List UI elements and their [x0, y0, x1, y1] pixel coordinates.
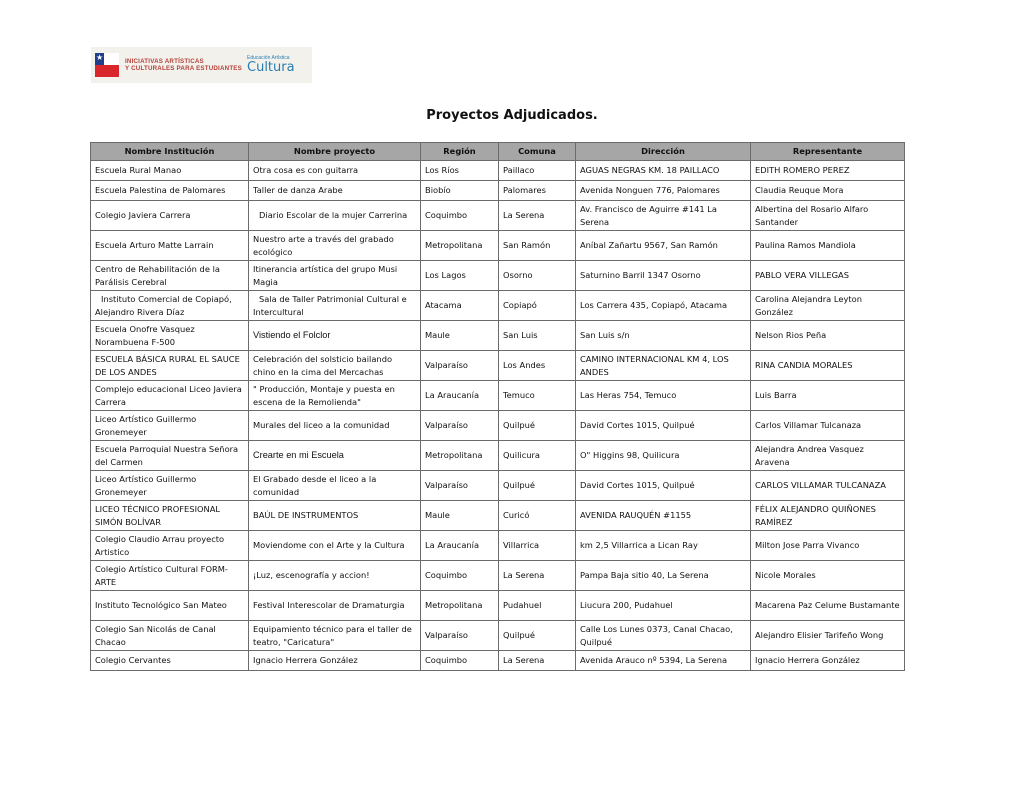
cell-representante: Ignacio Herrera González [751, 651, 905, 671]
cell-proyecto: Murales del liceo a la comunidad [249, 411, 421, 441]
cell-proyecto: Vistiendo el Folclor [249, 321, 421, 351]
cell-proyecto: BAÚL DE INSTRUMENTOS [249, 501, 421, 531]
cell-proyecto: Equipamiento técnico para el taller de teatro, "Caricatura" [249, 621, 421, 651]
cell-comuna: La Serena [499, 201, 576, 231]
cell-proyecto: Celebración del solsticio bailando chino en la cima del Mercachas [249, 351, 421, 381]
cell-institucion: Escuela Onofre Vasquez Norambuena F-500 [91, 321, 249, 351]
cell-representante: Macarena Paz Celume Bustamante [751, 591, 905, 621]
cell-institucion: Escuela Arturo Matte Larrain [91, 231, 249, 261]
cell-institucion: Colegio Artístico Cultural FORM-ARTE [91, 561, 249, 591]
cell-direccion: O" Higgins 98, Quilicura [576, 441, 751, 471]
cell-comuna: Quilpué [499, 411, 576, 441]
cell-representante: Nicole Morales [751, 561, 905, 591]
cell-direccion: David Cortes 1015, Quilpué [576, 411, 751, 441]
cell-institucion: Complejo educacional Liceo Javiera Carrera [91, 381, 249, 411]
table-row [91, 561, 905, 591]
table-row [91, 381, 905, 411]
cell-proyecto: Crearte en mi Escuela [249, 441, 421, 471]
cell-region: Los Ríos [421, 161, 499, 181]
table-row [91, 501, 905, 531]
cell-region: La Araucanía [421, 531, 499, 561]
cell-institucion: Liceo Artístico Guillermo Gronemeyer [91, 471, 249, 501]
cell-region: Metropolitana [421, 441, 499, 471]
table-row [91, 411, 905, 441]
cell-representante: Alejandro Elisier Tarifeño Wong [751, 621, 905, 651]
cell-representante: Albertina del Rosario Alfaro Santander [751, 201, 905, 231]
table-row [91, 441, 905, 471]
cell-proyecto: " Producción, Montaje y puesta en escena de la Remolienda" [249, 381, 421, 411]
cell-institucion: LICEO TÉCNICO PROFESIONAL SIMÓN BOLÍVAR [91, 501, 249, 531]
projects-table [90, 142, 905, 671]
table-row [91, 531, 905, 561]
cell-comuna: Villarrica [499, 531, 576, 561]
cell-proyecto: El Grabado desde el liceo a la comunidad [249, 471, 421, 501]
cell-representante: Nelson Rios Peña [751, 321, 905, 351]
cell-representante: CARLOS VILLAMAR TULCANAZA [751, 471, 905, 501]
cell-comuna: Pudahuel [499, 591, 576, 621]
cell-comuna: Temuco [499, 381, 576, 411]
table-row [91, 591, 905, 621]
cell-institucion: ESCUELA BÁSICA RURAL EL SAUCE DE LOS ANDES [91, 351, 249, 381]
cell-comuna: Quilicura [499, 441, 576, 471]
table-row [91, 351, 905, 381]
cell-direccion: Calle Los Lunes 0373, Canal Chacao, Quilpué [576, 621, 751, 651]
cell-proyecto: ¡Luz, escenografía y accion! [249, 561, 421, 591]
cell-region: Los Lagos [421, 261, 499, 291]
cultura-logo-subtitle: Educación Artística [247, 55, 290, 61]
cell-proyecto: Diario Escolar de la mujer Carrerina [249, 201, 421, 231]
cell-representante: Paulina Ramos Mandiola [751, 231, 905, 261]
cell-comuna: San Luis [499, 321, 576, 351]
cell-proyecto: Festival Interescolar de Dramaturgia [249, 591, 421, 621]
cell-proyecto: Ignacio Herrera González [249, 651, 421, 671]
cell-direccion: AGUAS NEGRAS KM. 18 PAILLACO [576, 161, 751, 181]
cell-direccion: Las Heras 754, Temuco [576, 381, 751, 411]
cell-representante: Milton Jose Parra Vivanco [751, 531, 905, 561]
cell-region: Valparaíso [421, 471, 499, 501]
table-header-row [91, 143, 905, 161]
cell-representante: Carlos Villamar Tulcanaza [751, 411, 905, 441]
cell-region: Valparaíso [421, 411, 499, 441]
cell-comuna: Curicó [499, 501, 576, 531]
cell-comuna: Quilpué [499, 621, 576, 651]
cell-region: La Araucanía [421, 381, 499, 411]
cell-institucion: Instituto Tecnológico San Mateo [91, 591, 249, 621]
cell-representante: FÉLIX ALEJANDRO QUIÑONES RAMÍREZ [751, 501, 905, 531]
table-row [91, 651, 905, 671]
cell-region: Metropolitana [421, 591, 499, 621]
table-row [91, 201, 905, 231]
cell-institucion: Colegio Javiera Carrera [91, 201, 249, 231]
table-row [91, 231, 905, 261]
table-row [91, 621, 905, 651]
cell-comuna: Los Andes [499, 351, 576, 381]
cell-direccion: CAMINO INTERNACIONAL KM 4, LOS ANDES [576, 351, 751, 381]
logo-program-text [125, 58, 243, 73]
cell-institucion: Escuela Parroquial Nuestra Señora del Carmen [91, 441, 249, 471]
cell-representante: Luis Barra [751, 381, 905, 411]
col-header-representante: Representante [751, 143, 905, 161]
cell-representante: Carolina Alejandra Leyton González [751, 291, 905, 321]
cell-direccion: David Cortes 1015, Quilpué [576, 471, 751, 501]
cell-region: Maule [421, 501, 499, 531]
col-header-direccion: Dirección [576, 143, 751, 161]
cell-direccion: Av. Francisco de Aguirre #141 La Serena [576, 201, 751, 231]
cell-institucion: Liceo Artístico Guillermo Gronemeyer [91, 411, 249, 441]
logo-line-2: Y CULTURALES PARA ESTUDIANTES [125, 65, 242, 72]
cell-comuna: Palomares [499, 181, 576, 201]
cell-institucion: Centro de Rehabilitación de la Parálisis Cerebral [91, 261, 249, 291]
cell-representante: PABLO VERA VILLEGAS [751, 261, 905, 291]
table-row [91, 321, 905, 351]
cell-institucion: Escuela Palestina de Palomares [91, 181, 249, 201]
cell-direccion: Liucura 200, Pudahuel [576, 591, 751, 621]
page-title: Proyectos Adjudicados. [426, 108, 598, 123]
table-row [91, 471, 905, 501]
cell-region: Maule [421, 321, 499, 351]
table-row [91, 161, 905, 181]
cell-direccion: Pampa Baja sitio 40, La Serena [576, 561, 751, 591]
cell-comuna: Osorno [499, 261, 576, 291]
cell-direccion: Avenida Nonguen 776, Palomares [576, 181, 751, 201]
table-row [91, 181, 905, 201]
cell-region: Valparaíso [421, 351, 499, 381]
cell-representante: RINA CANDIA MORALES [751, 351, 905, 381]
cell-institucion: Colegio San Nicolás de Canal Chacao [91, 621, 249, 651]
cell-comuna: Copiapó [499, 291, 576, 321]
logo-banner [91, 47, 312, 83]
cell-comuna: San Ramón [499, 231, 576, 261]
col-header-institucion: Nombre Institución [91, 143, 249, 161]
cell-direccion: AVENIDA RAUQUÉN #1155 [576, 501, 751, 531]
cell-representante: Claudia Reuque Mora [751, 181, 905, 201]
cell-direccion: Los Carrera 435, Copiapó, Atacama [576, 291, 751, 321]
cultura-logo-wordmark: Cultura [247, 60, 295, 75]
cell-region: Biobío [421, 181, 499, 201]
cell-proyecto: Taller de danza Arabe [249, 181, 421, 201]
cell-proyecto: Moviendome con el Arte y la Cultura [249, 531, 421, 561]
cell-institucion: Escuela Rural Manao [91, 161, 249, 181]
cell-comuna: La Serena [499, 651, 576, 671]
cell-region: Atacama [421, 291, 499, 321]
cultura-logo [247, 56, 295, 74]
cell-region: Coquimbo [421, 561, 499, 591]
cell-comuna: Paillaco [499, 161, 576, 181]
cell-proyecto: Nuestro arte a través del grabado ecológico [249, 231, 421, 261]
table-row [91, 261, 905, 291]
cell-comuna: Quilpué [499, 471, 576, 501]
cell-institucion: Colegio Cervantes [91, 651, 249, 671]
cell-institucion: Colegio Claudio Arrau proyecto Artistico [91, 531, 249, 561]
cell-region: Metropolitana [421, 231, 499, 261]
cell-direccion: Saturnino Barril 1347 Osorno [576, 261, 751, 291]
cell-proyecto: Otra cosa es con guitarra [249, 161, 421, 181]
col-header-comuna: Comuna [499, 143, 576, 161]
cell-direccion: Avenida Arauco nº 5394, La Serena [576, 651, 751, 671]
logo-line-1: INICIATIVAS ARTÍSTICAS [125, 57, 204, 65]
cell-representante: EDITH ROMERO PEREZ [751, 161, 905, 181]
cell-proyecto: Itinerancia artística del grupo Musi Magia [249, 261, 421, 291]
cell-direccion: km 2,5 Villarrica a Lican Ray [576, 531, 751, 561]
col-header-proyecto: Nombre proyecto [249, 143, 421, 161]
cell-comuna: La Serena [499, 561, 576, 591]
col-header-region: Región [421, 143, 499, 161]
cell-region: Coquimbo [421, 201, 499, 231]
cell-proyecto: Sala de Taller Patrimonial Cultural e Intercultural [249, 291, 421, 321]
cell-region: Valparaíso [421, 621, 499, 651]
cell-direccion: San Luis s/n [576, 321, 751, 351]
cell-representante: Alejandra Andrea Vasquez Aravena [751, 441, 905, 471]
table-row [91, 291, 905, 321]
chile-flag-icon: ★ [95, 53, 119, 77]
cell-direccion: Aníbal Zañartu 9567, San Ramón [576, 231, 751, 261]
cell-institucion: Instituto Comercial de Copiapó, Alejandro Rivera Díaz [91, 291, 249, 321]
cell-region: Coquimbo [421, 651, 499, 671]
